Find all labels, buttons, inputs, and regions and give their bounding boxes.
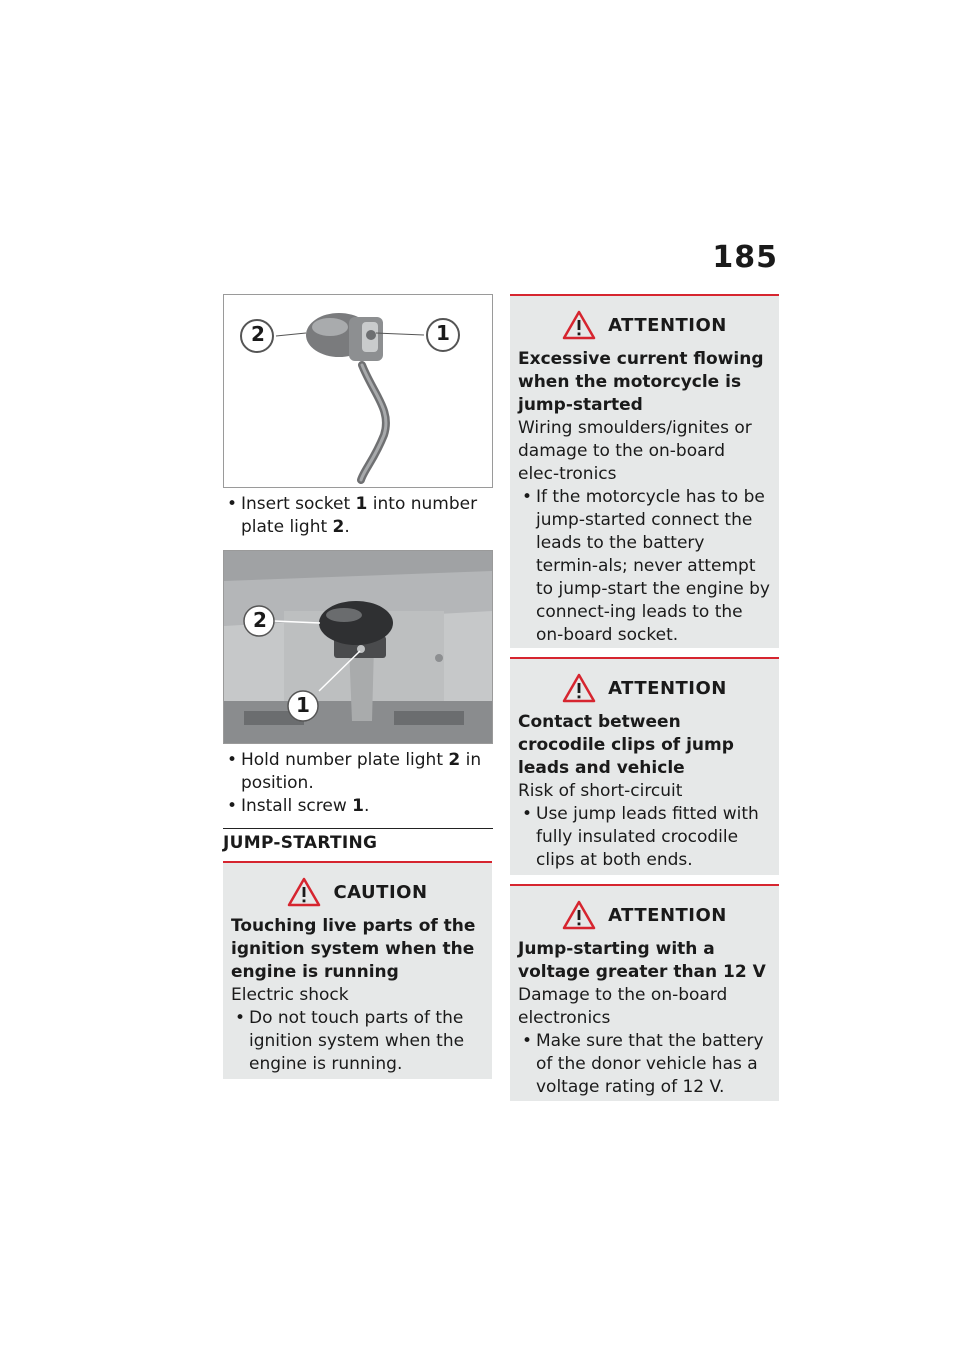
notice-label: CAUTION [333,881,428,903]
figure-socket-insert [223,294,493,488]
step-item: • Hold number plate light 2 in position. [223,749,493,795]
callout-1: 1 [436,321,450,345]
notice-action-item: • Make sure that the battery of the donor vehicle has a voltage rating of 12 V. [518,1030,771,1099]
page-number: 185 [712,240,778,275]
warning-triangle-icon [287,877,321,907]
notice-header [231,877,484,907]
warning-triangle-icon [562,900,596,930]
notice-consequence: Wiring smoulders/ignites or damage to the on-board elec-tronics [518,418,752,484]
notice-consequence: Risk of short-circuit [518,781,683,801]
notice-actions [518,486,771,647]
notice-action-item: • If the motorcycle has to be jump-started connect the leads to the battery termin-als; never attempt to jump-start the engine by connect-ing leads to the on-board socket. [518,486,771,647]
notice-actions [518,803,771,872]
warning-triangle-icon [562,310,596,340]
section-heading: JUMP-STARTING [223,828,493,853]
notice-header [518,310,771,340]
step-item: • Insert socket 1 into number plate light 2. [223,493,493,539]
notice-header [518,673,771,703]
number-plate-light-photo [224,551,492,743]
step-item: • Install screw 1. [223,795,493,818]
notice-action-item: • Use jump leads fitted with fully insulated crocodile clips at both ends. [518,803,771,872]
warning-triangle-icon [562,673,596,703]
notice-header [518,900,771,930]
notice-actions [231,1007,484,1076]
notice-label: ATTENTION [608,314,727,336]
attention-notice-current [510,294,779,648]
notice-title: Jump-starting with a voltage greater than 12 V [518,939,766,982]
notice-title: Touching live parts of the ignition system when the engine is running [231,916,476,982]
notice-action-item: • Do not touch parts of the ignition system when the engine is running. [231,1007,484,1076]
notice-title: Contact between crocodile clips of jump leads and vehicle [518,712,734,778]
attention-notice-voltage [510,884,779,1101]
callout-2: 2 [251,322,265,346]
notice-consequence: Damage to the on-board electronics [518,985,728,1028]
callout-1: 1 [296,693,310,717]
steps-number-plate-light [223,749,493,818]
attention-notice-clips [510,657,779,875]
caution-notice [223,861,492,1079]
steps-socket-insert [223,493,493,539]
callout-2: 2 [253,608,267,632]
notice-label: ATTENTION [608,904,727,926]
notice-title: Excessive current flowing when the motorcycle is jump-started [518,349,764,415]
notice-label: ATTENTION [608,677,727,699]
notice-actions [518,1030,771,1099]
figure-number-plate-light [223,550,493,744]
notice-consequence: Electric shock [231,985,349,1005]
